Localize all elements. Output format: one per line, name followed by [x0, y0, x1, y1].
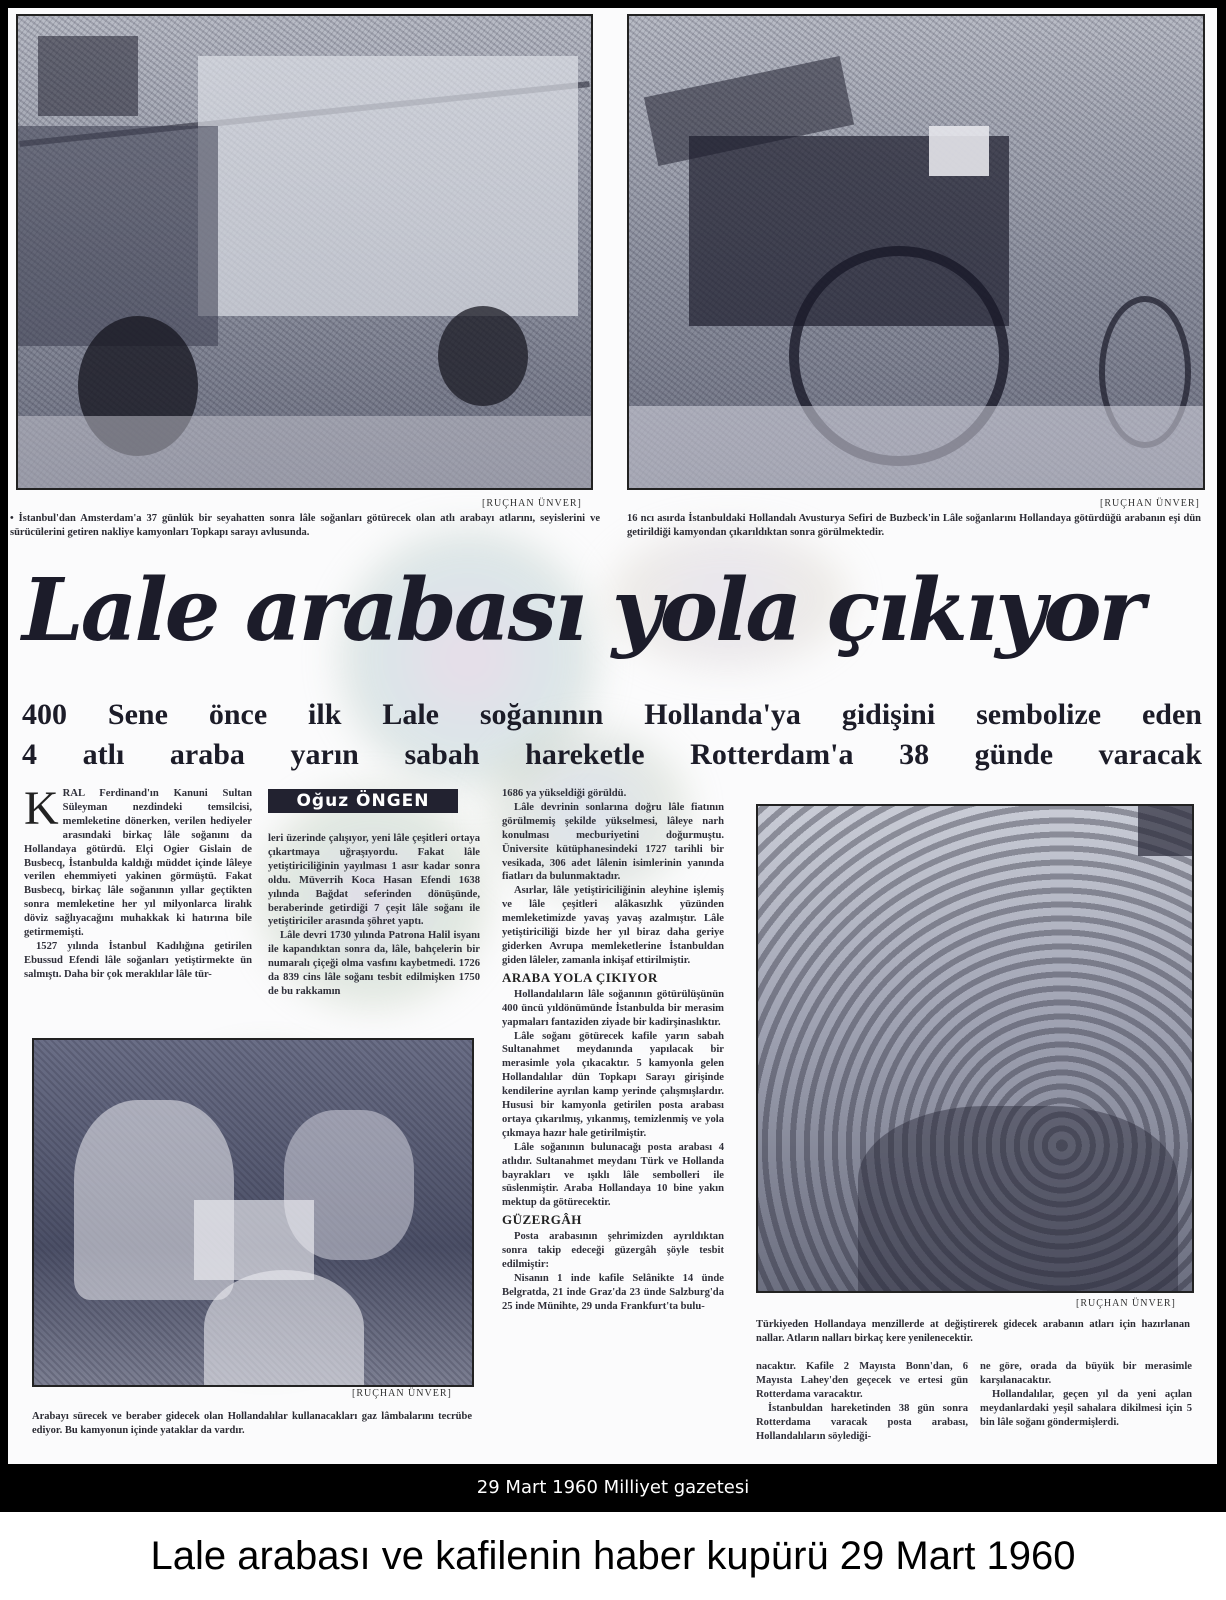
article-column-3	[502, 787, 724, 1314]
section-heading: GÜZERGÂH	[502, 1212, 582, 1228]
article-paragraph: Posta arabasının şehrimizden ayrıldıktan sonra takip edeceği güzergâh şöyle tesbit edilmiştir:	[502, 1231, 724, 1271]
photo-caption: 16 ncı asırda İstanbuldaki Hollandalı Avusturya Sefiri de Buzbeck'in Lâle soğanlarını Hollandaya götürdüğü arabanın eşi dün getirildiği kamyondan çıkarıldıktan sonra görülmektedir.	[627, 513, 1201, 538]
article-paragraph: İstanbuldan hareketinden 38 gün sonra Rotterdama varacak posta arabası, Hollandalıların söylediği-	[756, 1402, 968, 1442]
article-paragraph: Lâle soğanının bulunacağı posta arabası 4 atlıdır. Sultanahmet meydanı Türk ve Hollanda bayrakları ve ışıklı lâle sembolleri ile süslenmiştir. Araba Hollandaya 10 bine yakın mektup da götürecektir.	[502, 1141, 724, 1209]
drop-cap: K	[24, 782, 59, 835]
byline: Oğuz ÖNGEN	[268, 789, 458, 813]
photo-stagecoach	[627, 14, 1205, 490]
article-paragraph: leri üzerinde çalışıyor, yeni lâle çeşitleri ortaya çıkartmaya uğraşıyordu. Fakat lâle yetiştiriciliğinin yayılması 1 asır kadar sonra oldu. Müverrih Koca Hasan Efendi 1638 yılında Bağdat seferinden dönüşünde, beraberinde getirdiği 7 çeşit lâle soğanı ile yetiştiriciler arasında şöhret yaptı.	[268, 833, 480, 928]
article-paragraph: Hollandalılar, geçen yıl da yeni açılan meydanlardaki yeşil sahalara dikilmesi için 5 bin lâle soğanı göndermişlerdi.	[980, 1388, 1192, 1428]
photo-horseshoes	[756, 804, 1194, 1293]
article-column-2	[268, 832, 480, 999]
subheadline-line-1: 400 Sene önce ilk Lale soğanının Hollanda'ya gidişini sembolize eden	[22, 698, 1202, 731]
photo-credit: [RUÇHAN ÜNVER]	[1100, 498, 1200, 509]
article-paragraph: Lâle devri 1730 yılında Patrona Halil isyanı ile kapandıktan sonra da, lâle, bahçelerin bir numaralı çiçeği olma vasfını kaybetmedi. 1726 da 839 cins lâle soğanı tesbit edilmişken 1750 de bu rakkamın	[268, 930, 480, 997]
article-paragraph: 1527 yılında İstanbul Kadılığına getirilen Ebussud Efendi lâle soğanları yetiştirmekte ün salmıştı. Daha bir çok meraklılar lâle tür-	[24, 940, 252, 980]
article-paragraph: Asırlar, lâle yetiştiriciliğinin aleyhine işlemiş ve lâle çeşitleri alâkasızlık yüzünden memleketimizde yavaş yavaş azalmıştır. Lâle yetiştiriciliği bizde her yıl biraz daha geriye giderken Avrupa memleketlerine İstanbuldan giden lâleler, zamanla inkişaf ettirilmiştir.	[502, 885, 724, 966]
article-paragraph: RAL Ferdinand'ın Kanuni Sultan Süleyman nezdindeki temsilcisi, memleketine dönerken, verilen hediyeler arasındaki birkaç lâle soğanını da Hollandaya götürdü. Elçi Ogier Gislain de Busbecq, İstanbulda kaldığı müddet içinde lâleye verilen ehemmiyeti yakinen görmüştü. Fakat Busbecq, birkaç lâle soğanının yıllar geçtikten sonra memleketine her yıl milyonlarca liralık döviz sağlıyacağını muhakkak ki hatırına bile getirmemişti.	[24, 788, 252, 939]
photo-truck	[16, 14, 593, 490]
photo-credit: [RUÇHAN ÜNVER]	[482, 498, 582, 509]
photo-credit: [RUÇHAN ÜNVER]	[352, 1388, 452, 1399]
article-paragraph: Lâle soğanı götürecek kafile yarın sabah Sultanahmet meydanında yapılacak bir merasimle yola çıkacaktır. 5 kamyonla gelen Hollandalılar dün Topkapı Sarayı girişinde kendilerine ayrılan kamp yerinde çalışmışlardır. Hususi bir kamyonla getirilen posta arabası ortaya çıkarılmış, yıkanmış, temizlenmiş ve yola çıkmaya hazır hale getirilmiştir.	[502, 1030, 724, 1139]
article-paragraph: Lâle devrinin sonlarına doğru lâle fiatının görülmemiş şekilde yükselmesi, lâleye narh konulması mecburiyetini doğurmuştu. Üniversite kütüphanesindeki 1727 tarihli bir vesikada, 306 adet lâlenin isimlerinin yanında fiatları da bulunmaktadır.	[502, 801, 724, 883]
photo-credit: [RUÇHAN ÜNVER]	[1076, 1298, 1176, 1309]
page-title: Lale arabası ve kafilenin haber kupürü 29 Mart 1960	[0, 1512, 1226, 1600]
article-paragraph: ne göre, orada da büyük bir merasimle karşılanacaktır.	[980, 1361, 1192, 1386]
article-column-4	[756, 1360, 968, 1443]
article-column-5	[980, 1360, 1192, 1430]
photo-dutch-crew	[32, 1038, 474, 1387]
photo-caption: • İstanbul'dan Amsterdam'a 37 günlük bir seyahatten sonra lâle soğanları götürecek olan atlı arabayı atlarını, seyislerini ve sürücülerini getiren nakliye kamyonları Topkapı sarayı avlusunda.	[10, 513, 600, 538]
article-paragraph: Hollandalıların lâle soğanının götürülüşünün 400 üncü yıldönümünde İstanbulda bir merasim yapmaları fantaziden ziyade bir kadirşinaslıktır.	[502, 988, 724, 1028]
article-paragraph: nacaktır. Kafile 2 Mayısta Bonn'dan, 6 Mayısta Lahey'den geçecek ve ertesi gün Rotterdama varacaktır.	[756, 1361, 968, 1400]
article-column-1	[24, 782, 252, 982]
article-paragraph: Nisanın 1 inde kafile Selânikte 14 ünde Belgratda, 21 inde Graz'da 23 ünde Salzburg'da 25 inde Münihte, 29 unda Frankfurt'ta bulu-	[502, 1273, 724, 1312]
section-heading: ARABA YOLA ÇIKIYOR	[502, 969, 658, 985]
subheadline-line-2: 4 atlı araba yarın sabah hareketle Rotterdam'a 38 günde varacak	[22, 738, 1202, 771]
article-paragraph: 1686 ya yükseldiği görüldü.	[502, 788, 627, 799]
headline: Lale arabası yola çıkıyor	[22, 560, 1142, 661]
source-label: 29 Mart 1960 Milliyet gazetesi	[0, 1464, 1226, 1512]
photo-caption: Arabayı sürecek ve beraber gidecek olan Hollandalılar kullanacakları gaz lâmbalarını tecrübe ediyor. Bu kamyonun içinde yataklar da vardır.	[32, 1411, 472, 1436]
photo-caption: Türkiyeden Hollandaya menzillerde at değiştirerek gidecek arabanın atları için hazırlanan nallar. Atların nalları birkaç kere yenilenecektir.	[756, 1319, 1190, 1344]
